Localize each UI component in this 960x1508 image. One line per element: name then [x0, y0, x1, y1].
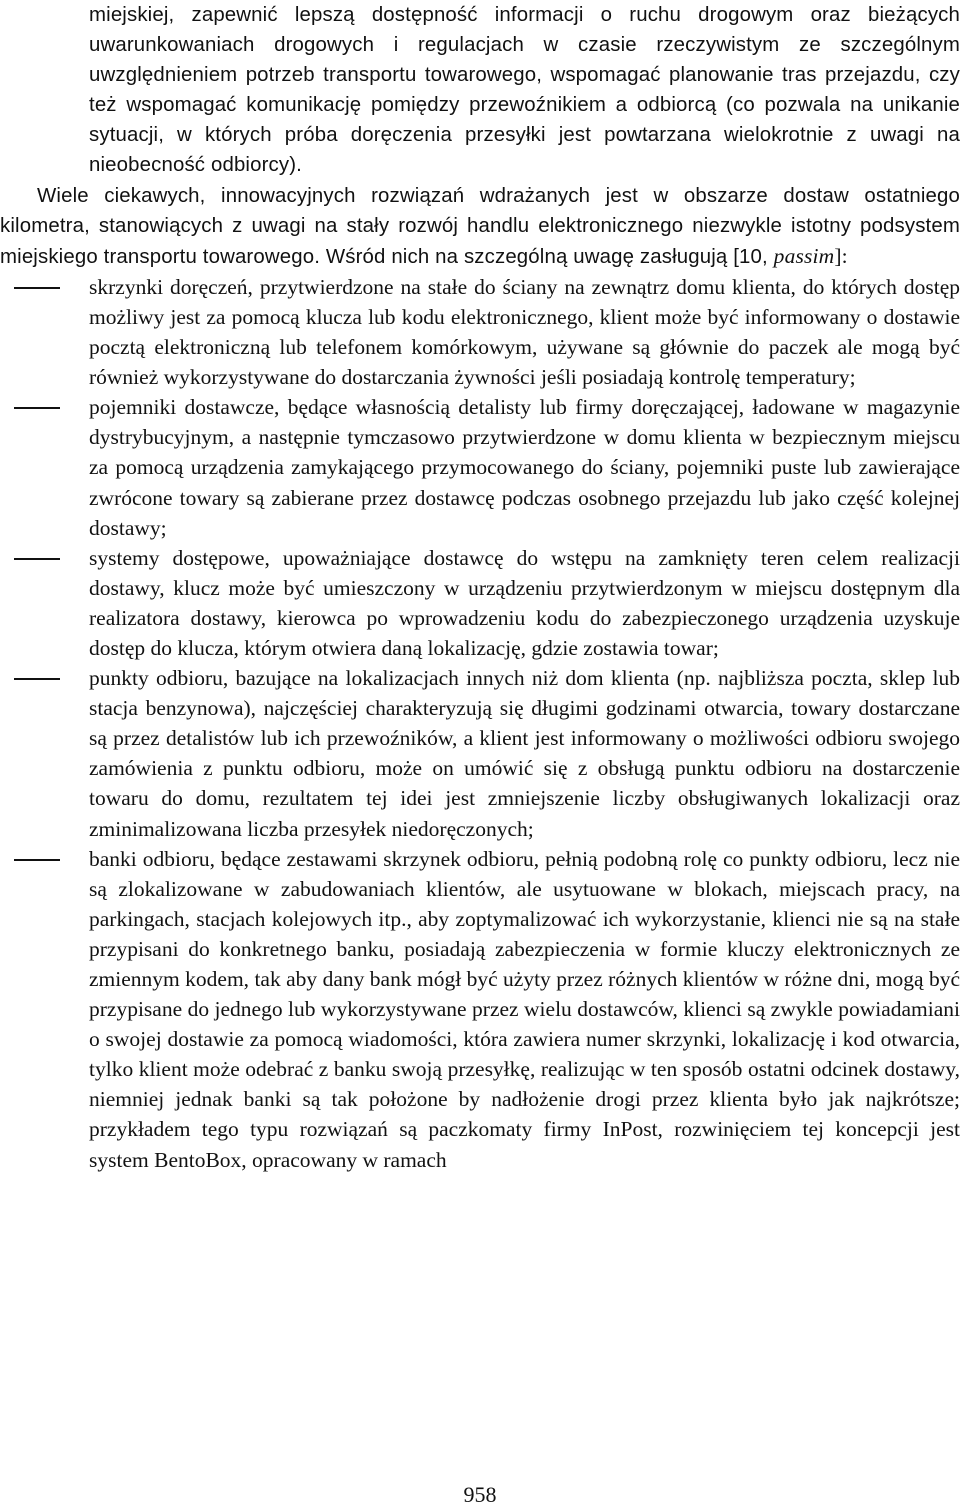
list-item — [0, 272, 960, 392]
dash-bullet — [14, 287, 60, 289]
list-item-text: pojemniki dostawcze, będące własnością detalisty lub firmy doręczającej, ładowane w magazynie dystrybucyjnym, a następnie tymczasowo przytwierdzone w domu klienta w bezpiecznym miejscu za pomocą urządzenia zamykającego przymocowanego do ściany, pojemniki puste lub zawierające zwrócone towary są zabierane przez dostawcę podczas osobnego przejazdu lub jako część kolejnej dostawy; — [89, 395, 960, 540]
intro-paragraph — [0, 181, 960, 272]
paragraph-continuation: miejskiej, zapewnić lepszą dostępność informacji o ruchu drogowym oraz bieżących uwarunkowaniach drogowych i regulacjach w czasie rzeczywistym ze szczególnym uwzględnieniem potrzeb transportu towarowego, wspomagać planowanie tras przejazdu, czy też wspomagać komunikację pomiędzy przewoźnikiem a odbiorcą (co pozwala na unikanie sytuacji, w których próba doręczenia przesyłki jest powtarzana wielokrotnie z uwagi na nieobecność odbiorcy). — [89, 4, 960, 177]
list-item — [0, 844, 960, 1175]
list-item-text: systemy dostępowe, upoważniające dostawcę do wstępu na zamknięty teren celem realizacji dostawy, klucz może być umieszczony w urządzeniu przytwierdzonym w miejscu dostępnym dla realizatora dostawy, kierowca po wprowadzeniu kodu do zabezpieczonego urządzenia uzyskuje dostęp do klucza, którym otwiera daną lokalizację, gdzie zostawia towar; — [89, 545, 960, 660]
intro-text: Wiele ciekawych, innowacyjnych rozwiązań wdrażanych jest w obszarze dostaw ostatniego kilometra, stanowiących z uwagi na stały rozwój handlu elektronicznego niezwykle istotny podsystem miejskiego transportu towarowego. Wśród nich na szczególną uwagę zasługują [10, — [0, 184, 960, 268]
intro-tail: ]: — [834, 243, 848, 268]
page-number: 958 — [463, 1482, 497, 1507]
list-item — [0, 392, 960, 542]
list-item — [0, 663, 960, 844]
dash-bullet — [14, 859, 60, 861]
list-item-text: banki odbioru, będące zestawami skrzynek odbioru, pełnią podobną rolę co punkty odbioru, lecz nie są zlokalizowane w zabudowaniach klientów, ale usytuowane w blokach, miejscach pracy, na parkingach, stacjach kolejowych itp., aby zoptymalizować ich wykorzystanie, klienci nie są na stałe przypisani do konkretnego banku, posiadają zabezpieczenia w formie kluczy elektronicznych ze zmiennym kodem, tak aby dany bank mógł być użyty przez różnych klientów w różne dni, mogą być przypisane do jednego lub wykorzystywane przez wielu dostawców, klienci są zwykle powiadamiani o swojej dostawie za pomocą wiadomości, która zawiera numer skrzynki, lokalizację i kod otwarcia, tylko klient może odebrać z banku swoją przesyłkę, realizując w ten sposób ostatni odcinek dostawy, niemniej jednak banki są tak położone by nadłożenie drogi przez klienta było jak najkrótsze; przykładem tego typu rozwiązań są paczkomaty firmy InPost, rozwinięciem tej koncepcji jest system BentoBox, opracowany w ramach — [89, 846, 960, 1172]
dash-bullet — [14, 407, 60, 409]
list-item — [0, 543, 960, 663]
list-item-text: skrzynki doręczeń, przytwierdzone na stałe do ściany na zewnątrz domu klienta, do których dostęp możliwy jest za pomocą klucza lub kodu elektronicznego, klient może być informowany o dostawie pocztą elektroniczną lub telefonem komórkowym, używane są głównie do paczek ale mogą być również wykorzystywane do dostarczania żywności jeśli posiadają kontrolę temperatury; — [89, 274, 960, 390]
dash-bullet — [14, 678, 60, 680]
list-item-text: punkty odbioru, bazujące na lokalizacjach innych niż dom klienta (np. najbliższa poczta, sklep lub stacja benzynowa), najczęściej charakteryzują się długimi godzinami otwarcia, towary dostarczane są przez detalistów lub ich przewoźników, a klient jest informowany o możliwości odbioru swojego zamówienia z punktu odbioru, może on umówić się z obsługą punktu odbioru na dostarczenie towaru do domu, rezultatem tej idei jest zmniejszenie liczby obsługiwanych lokalizacji oraz zminimalizowana liczba przesyłek niedoręczonych; — [89, 666, 960, 841]
delivery-solutions-list — [0, 272, 960, 1175]
intro-citation-italic: passim — [773, 243, 835, 268]
dash-bullet — [14, 558, 60, 560]
